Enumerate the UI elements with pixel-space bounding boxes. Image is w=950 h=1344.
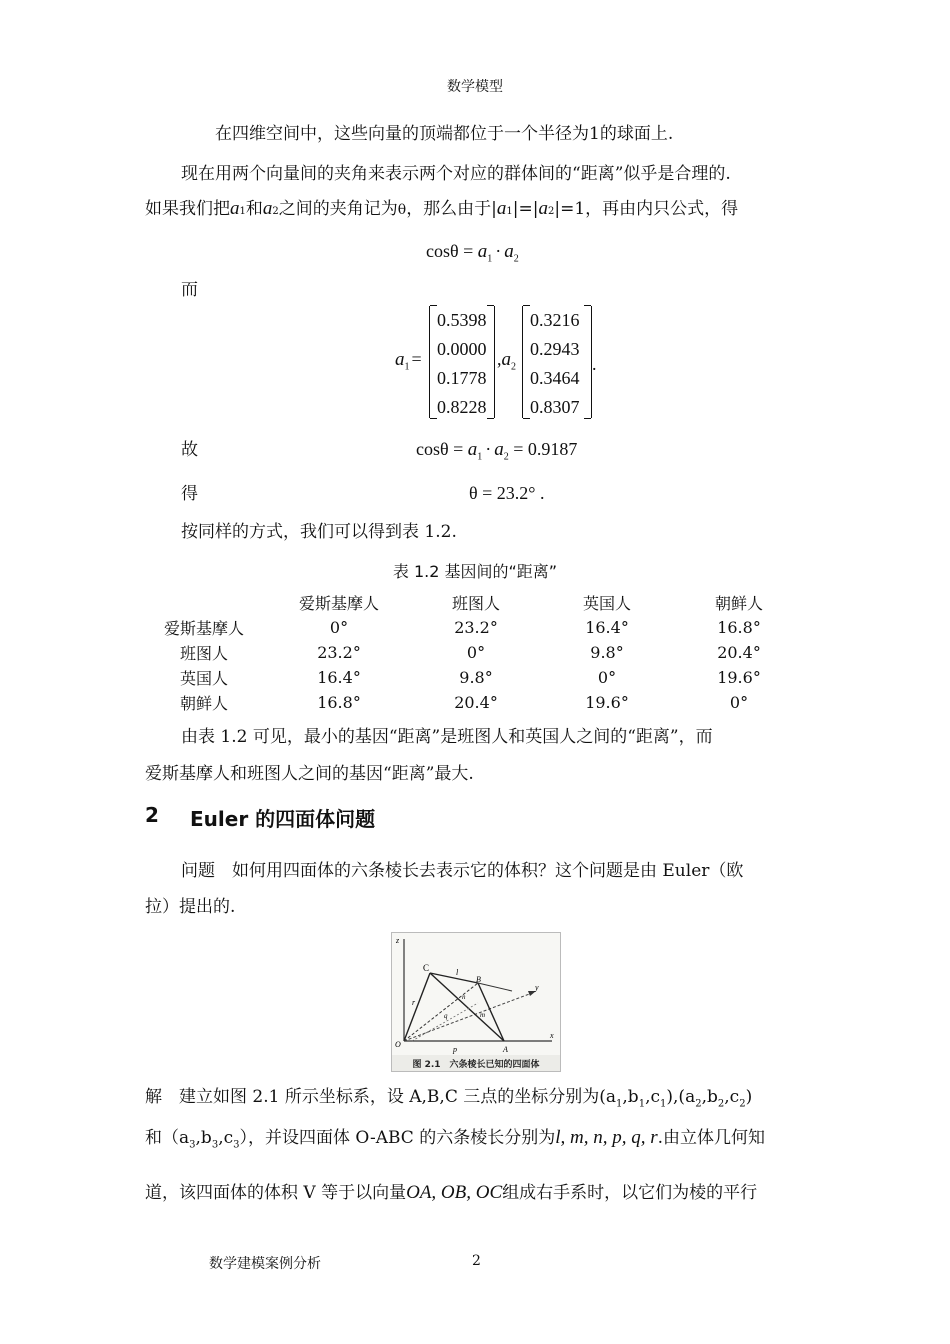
vector-period: . — [592, 354, 597, 374]
axis-y-label: y — [535, 983, 539, 992]
vector-a1-entry: 0.8228 — [437, 397, 487, 417]
var-c: c — [729, 1087, 740, 1107]
table-cell: 23.2° — [454, 618, 498, 637]
vector-a2-label — [497, 349, 516, 373]
table-cell: 朝鲜人 — [179, 694, 228, 713]
dot-operator: · — [495, 241, 502, 261]
table-cell: 20.4° — [717, 643, 761, 662]
table-caption: 表 1.2 基因间的“距离” — [392, 562, 558, 581]
point-C-label: C — [423, 963, 430, 973]
var-a: a — [467, 439, 478, 460]
vector-variables: OA, OB, OC — [406, 1182, 503, 1203]
figure-tetrahedron — [391, 932, 561, 1072]
coord-group: $(a_3,b_3,c_3)$ — [162, 1128, 248, 1151]
table-cell: 19.6° — [717, 668, 761, 687]
text-run: 和 — [145, 1128, 162, 1148]
dot-operator: · — [485, 439, 492, 459]
edge-CB — [430, 973, 478, 983]
y-axis — [404, 993, 532, 1041]
point-O-label: O — [395, 1040, 401, 1049]
var-a: a — [262, 198, 273, 219]
table-cell: 16.4° — [585, 618, 629, 637]
var-a: a — [395, 349, 405, 370]
formula-cos-result — [416, 439, 577, 463]
subscript: 1 — [660, 1098, 667, 1110]
equals-sign: = — [411, 349, 422, 369]
table-cell: 0° — [597, 668, 617, 687]
problem-line-1: 问题 如何用四面体的六条棱长去表示它的体积？这个问题是由 Euler（欧 — [181, 861, 744, 881]
var-a: a — [504, 241, 514, 262]
solution-line-1: 解 建立如图 2.1 所示坐标系，设 A,B,C 三点的坐标分别为$(a_1,b_1,c_1),(a_2,b_2,c_2)$ — [145, 1087, 753, 1110]
subscript: 2 — [272, 206, 279, 217]
table-row — [143, 615, 803, 640]
word-er: 而 — [181, 280, 198, 300]
table-cell: 0° — [466, 643, 486, 662]
table-header: 英国人 — [582, 594, 631, 613]
table-header: 朝鲜人 — [714, 594, 763, 613]
point-A-label: A — [503, 1045, 508, 1054]
vector-a1-entry: 0.5398 — [437, 310, 487, 330]
formula-cos — [426, 241, 519, 265]
table-cell: 班图人 — [179, 644, 228, 663]
text-run: |=| — [512, 199, 539, 219]
var-a: a — [685, 1087, 696, 1107]
table-header: 班图人 — [451, 594, 500, 613]
text-run: ，并设四面体 O-ABC 的六条棱长分别为 — [248, 1128, 556, 1148]
var-a: a — [496, 198, 507, 219]
edge-n-label: n — [462, 993, 466, 1001]
table-cell: 20.4° — [454, 693, 498, 712]
var-a: a — [605, 1087, 617, 1107]
vector-a1-entry: 0.1778 — [437, 368, 487, 388]
theta-symbol: θ — [397, 202, 407, 218]
table-row — [143, 690, 803, 715]
var-c: c — [650, 1087, 660, 1107]
table-cell: 19.6° — [585, 693, 629, 712]
formula-lhs: cosθ = — [426, 241, 478, 261]
edge-l-label: l — [456, 968, 459, 977]
text-run: 解 建立如图 2.1 所示坐标系，设 A,B,C 三点的坐标分别为 — [145, 1087, 600, 1107]
section-number: 2 — [145, 803, 159, 827]
var-b: b — [627, 1087, 639, 1107]
edge-p-label: p — [453, 1045, 457, 1054]
var-b: b — [200, 1128, 212, 1148]
formula-theta: θ = 23.2° . — [469, 483, 545, 503]
subscript: 3 — [233, 1139, 240, 1151]
section-title: Euler 的四面体问题 — [190, 807, 376, 831]
subscript: 2 — [548, 206, 555, 217]
edge-q-label: q — [444, 1012, 448, 1020]
solution-line-3 — [145, 1183, 757, 1203]
edge-r-label: r — [412, 998, 416, 1007]
table-header-row — [143, 590, 803, 615]
subscript: 3 — [189, 1139, 196, 1151]
subscript: 2 — [695, 1098, 702, 1110]
paragraph-angle — [145, 199, 738, 222]
formula-lhs: cosθ = — [416, 439, 468, 459]
word-gu: 故 — [181, 440, 198, 460]
text-run: 之间的夹角记为 — [278, 199, 398, 219]
var-a: a — [179, 1128, 190, 1148]
table-header: 爱斯基摩人 — [298, 594, 379, 613]
vector-a1 — [429, 306, 495, 418]
text-run: 组成右手系时，以它们为棱的平行 — [502, 1183, 758, 1203]
paragraph-table-intro: 按同样的方式，我们可以得到表 1.2. — [181, 522, 457, 542]
table-cell: 爱斯基摩人 — [163, 619, 244, 638]
table-header — [143, 590, 265, 615]
solution-line-2 — [145, 1128, 765, 1155]
subscript: 2 — [739, 1098, 746, 1110]
subscript: 1 — [404, 361, 410, 373]
text-run: .由立体几何知 — [657, 1128, 766, 1148]
vector-a1-entry: 0.0000 — [437, 339, 487, 359]
page-header: 数学模型 — [447, 79, 503, 95]
table-cell: 9.8° — [459, 668, 493, 687]
var-b: b — [706, 1087, 718, 1107]
vector-a2-entry: 0.8307 — [530, 397, 580, 417]
text-run: 和 — [245, 199, 263, 219]
axis-z-label: z — [396, 936, 400, 945]
subscript: 1 — [616, 1098, 623, 1110]
paragraph-distance: 现在用两个向量间的夹角来表示两个对应的群体间的“距离”似乎是合理的. — [181, 164, 731, 184]
subscript: 2 — [513, 253, 519, 265]
table-cell: 23.2° — [317, 643, 361, 662]
var-a: a — [501, 349, 511, 370]
word-de: 得 — [181, 484, 198, 504]
coord-group: $(a_1,b_1,c_1)$ — [599, 1087, 674, 1110]
page-number: 2 — [472, 1253, 481, 1269]
subscript: 1 — [638, 1098, 646, 1110]
subscript: 2 — [511, 361, 516, 373]
axis-x-label: x — [550, 1031, 554, 1040]
vector-a1-label — [395, 349, 422, 373]
formula-result: = 0.9187 — [508, 439, 578, 459]
subscript: 2 — [503, 451, 509, 463]
tetrahedron-diagram — [392, 933, 560, 1071]
text-run: 如果我们把 — [145, 199, 230, 219]
table-cell: 英国人 — [179, 669, 228, 688]
distance-table — [143, 590, 803, 715]
vector-a2-entry: 0.2943 — [530, 339, 580, 359]
subscript: 2 — [717, 1098, 725, 1110]
problem-line-2: 拉）提出的. — [145, 897, 236, 917]
table-cell: 16.8° — [317, 693, 361, 712]
text-run: ，那么由于| — [406, 199, 497, 219]
edge-variables: l, m, n, p, q, r — [555, 1127, 658, 1148]
var-a: a — [494, 439, 504, 460]
var-a: a — [538, 198, 548, 219]
table-cell: 0° — [329, 618, 349, 637]
vector-a2 — [522, 306, 592, 418]
vector-a2-entry: 0.3464 — [530, 368, 580, 388]
table-row — [143, 640, 803, 665]
subscript: 3 — [211, 1139, 219, 1151]
subscript: 1 — [477, 451, 483, 463]
paragraph-conclusion-2: 爱斯基摩人和班图人之间的基因“距离”最大. — [145, 764, 474, 784]
subscript: 1 — [487, 253, 493, 265]
var-a: a — [477, 241, 488, 262]
coord-group: $(a_2,b_2,c_2)$ — [678, 1087, 753, 1110]
comma: , — [497, 349, 502, 369]
figure-caption: 图 2.1 六条棱长已知的四面体 — [412, 1060, 540, 1070]
point-B-label: B — [476, 975, 481, 984]
var-a: a — [230, 198, 240, 219]
table-cell: 16.8° — [717, 618, 761, 637]
edge-m-label: m — [480, 1011, 486, 1019]
edge-B-ext — [478, 983, 512, 991]
paragraph-conclusion-1: 由表 1.2 可见，最小的基因“距离”是班图人和英国人之间的“距离”，而 — [181, 727, 713, 747]
paragraph-sphere: 在四维空间中，这些向量的顶端都位于一个半径为1的球面上. — [215, 124, 674, 144]
table-cell: 9.8° — [590, 643, 624, 662]
vector-a2-entry: 0.3216 — [530, 310, 580, 330]
text-run: 道，该四面体的体积 V 等于以向量 — [145, 1183, 407, 1203]
footer-title: 数学建模案例分析 — [209, 1256, 321, 1272]
subscript: 1 — [506, 206, 513, 217]
table-row — [143, 665, 803, 690]
table-cell: 0° — [729, 693, 749, 712]
edge-CA — [430, 973, 504, 1041]
text-run: |=1，再由内只公式，得 — [554, 199, 739, 219]
subscript: 1 — [239, 206, 246, 217]
table-cell: 16.4° — [317, 668, 361, 687]
var-c: c — [223, 1128, 234, 1148]
